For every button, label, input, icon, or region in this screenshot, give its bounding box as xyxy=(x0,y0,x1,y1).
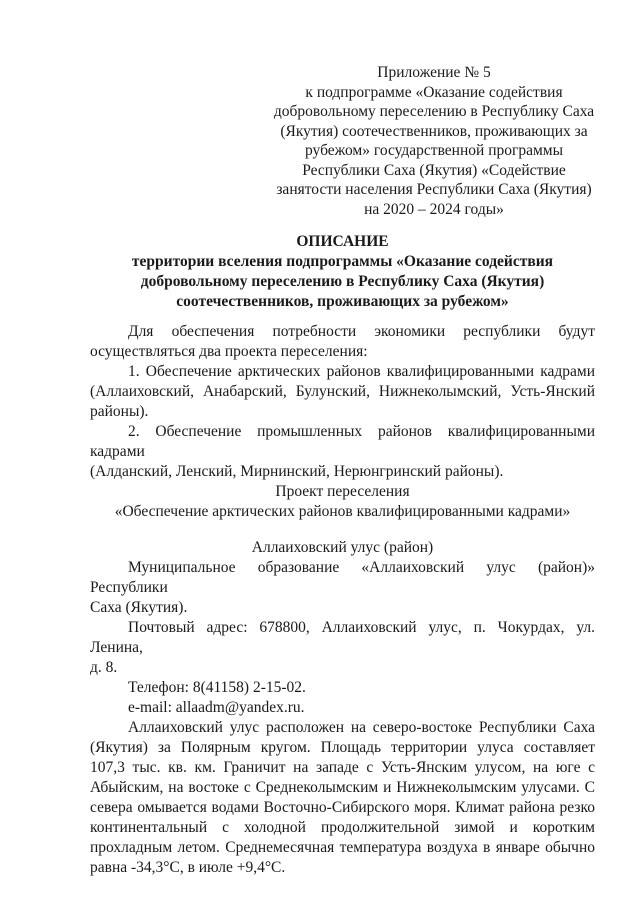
postal-address-line: д. 8. xyxy=(90,659,118,676)
description-line: севера омывается водами Восточно-Сибирского моря. Климат района резко xyxy=(90,799,595,816)
project-item-1-line: 1. Обеспечение арктических районов квалифицированными кадрами xyxy=(128,363,595,380)
appendix-line: Приложение № 5 xyxy=(377,64,491,81)
document-title xyxy=(90,232,595,312)
ulus-heading: Аллаиховский улус (район) xyxy=(251,539,434,556)
description-line: 107,3 тыс. кв. км. Граничит на западе с Усть-Янским улусом, на юге с xyxy=(90,759,595,776)
project-title: Проект переселения xyxy=(275,483,410,500)
project-item-2-line: 2. Обеспечение промышленных районов квалифицированными кадрами xyxy=(90,423,595,460)
project-item-2-line: (Алданский, Ленский, Мирнинский, Нерюнгринский районы). xyxy=(90,463,504,480)
project-heading xyxy=(90,482,595,522)
appendix-line: добровольному переселению в Республику Саха xyxy=(273,103,595,120)
appendix-line: занятости населения Республики Саха (Якутия) xyxy=(276,181,592,198)
description-line: равна -34,3°С, в июле +9,4°С. xyxy=(90,859,286,876)
title-line: соотечественников, проживающих за рубежом» xyxy=(176,293,509,310)
description-line: континентальный с холодной продолжительной зимой и коротким xyxy=(90,819,595,836)
ulus-section xyxy=(90,538,595,878)
title-heading: ОПИСАНИЕ xyxy=(296,233,389,250)
appendix-line: рубежом» государственной программы xyxy=(304,142,564,159)
appendix-header xyxy=(268,63,600,219)
description-line: Абыйским, на востоке с Среднеколымским и Нижнеколымским улусами. С xyxy=(90,779,595,796)
postal-address-line: Почтовый адрес: 678800, Аллаиховский улус, п. Чокурдах, ул. Ленина, xyxy=(90,619,595,656)
intro-section xyxy=(90,322,595,482)
appendix-line: (Якутия) соотечественников, проживающих за xyxy=(280,122,588,140)
appendix-line: на 2020 – 2024 годы» xyxy=(364,200,504,218)
appendix-line: к подпрограмме «Оказание содействия xyxy=(305,83,563,101)
description-line: Аллаиховский улус расположен на северо-востоке Республики Саха xyxy=(128,719,595,736)
project-subtitle: «Обеспечение арктических районов квалифицированными кадрами» xyxy=(114,503,571,520)
title-line: территории вселения подпрограммы «Оказание содействия xyxy=(131,253,554,270)
intro-paragraph-line: Для обеспечения потребности экономики республики будут xyxy=(128,323,595,340)
description-line: (Якутия) за Полярным кругом. Площадь территории улуса составляет xyxy=(90,739,595,756)
municipality-line: Саха (Якутия). xyxy=(90,599,188,616)
municipality-line: Муниципальное образование «Аллаиховский улус (район)» Республики xyxy=(90,559,595,596)
appendix-line: Республики Саха (Якутия) «Содействие xyxy=(302,161,566,179)
project-item-1-line: районы). xyxy=(90,403,149,420)
phone-line: Телефон: 8(41158) 2-15-02. xyxy=(128,679,306,696)
intro-paragraph-line: осуществляться два проекта переселения: xyxy=(90,343,368,360)
project-item-1-line: (Аллаиховский, Анабарский, Булунский, Нижнеколымский, Усть-Янский xyxy=(90,383,595,400)
email-line: e-mail: allaadm@yandex.ru. xyxy=(128,699,305,716)
description-line: прохладным летом. Среднемесячная температура воздуха в январе обычно xyxy=(90,839,595,856)
title-line: добровольному переселению в Республику Саха (Якутия) xyxy=(140,273,545,290)
